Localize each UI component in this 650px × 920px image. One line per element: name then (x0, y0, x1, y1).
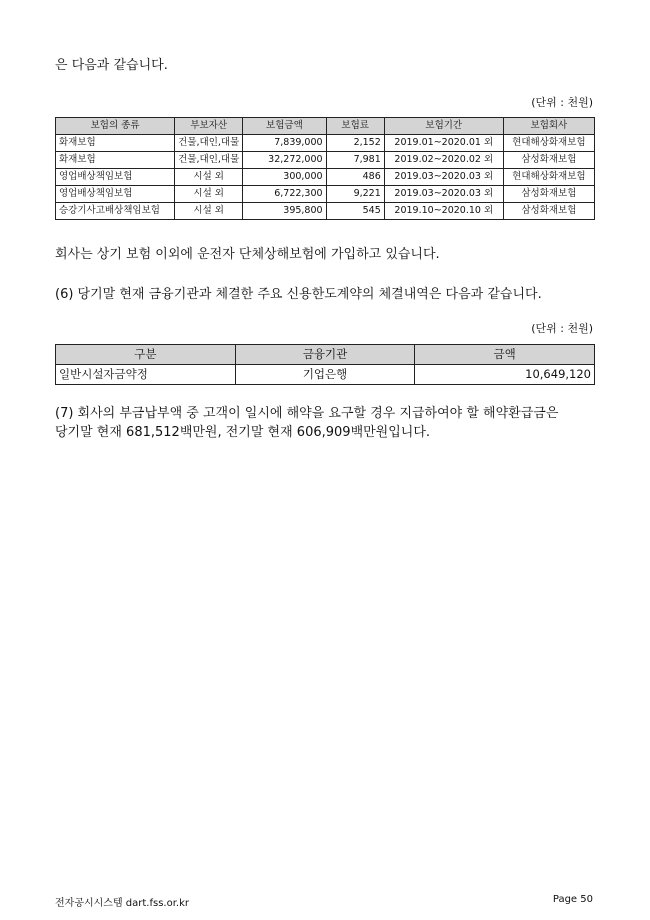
footer-page-number: Page 50 (552, 894, 593, 905)
unit-label-2: (단위 : 천원) (531, 322, 593, 335)
cell-premium: 7,981 (326, 152, 384, 169)
header-institution: 금융기관 (235, 345, 415, 365)
cell-asset: 건물,대인,대물 (175, 152, 243, 169)
header-period: 보험기간 (384, 118, 503, 135)
table-row (56, 365, 595, 385)
cell-period: 2019.03~2020.03 외 (384, 186, 503, 203)
header-insurance-type: 보험의 종류 (56, 118, 175, 135)
header-category: 구분 (56, 345, 236, 365)
header-premium: 보험료 (326, 118, 384, 135)
credit-header-row (56, 345, 595, 365)
cell-insurer: 현대해상화재보험 (503, 169, 594, 186)
cell-premium: 9,221 (326, 186, 384, 203)
cell-period: 2019.02~2020.02 외 (384, 152, 503, 169)
table-row (56, 186, 595, 203)
section-6-text: (6) 당기말 현재 금융기관과 체결한 주요 신용한도계약의 체결내역은 다음과 같습니다. (55, 287, 542, 302)
header-amount: 금액 (415, 345, 595, 365)
cell-amount: 32,272,000 (243, 152, 326, 169)
section-7-line1: (7) 회사의 부금납부액 중 고객이 일시에 해약을 요구할 경우 지급하여야 할 해약환급금은 (55, 406, 559, 421)
section-7-line2: 당기말 현재 681,512백만원, 전기말 현재 606,909백만원입니다. (55, 425, 431, 440)
cell-insurer: 현대해상화재보험 (503, 135, 594, 152)
cell-period: 2019.03~2020.03 외 (384, 169, 503, 186)
cell-asset: 건물,대인,대물 (175, 135, 243, 152)
cell-premium: 2,152 (326, 135, 384, 152)
insurance-table (55, 117, 595, 220)
intro-text: 은 다음과 같습니다. (55, 58, 168, 73)
cell-amount: 6,722,300 (243, 186, 326, 203)
cell-type: 영업배상책임보험 (56, 186, 175, 203)
header-insured-amount: 보험금액 (243, 118, 326, 135)
cell-amount: 395,800 (243, 203, 326, 220)
cell-asset: 시설 외 (175, 186, 243, 203)
cell-period: 2019.10~2020.10 외 (384, 203, 503, 220)
cell-insurer: 삼성화재보험 (503, 152, 594, 169)
cell-premium: 545 (326, 203, 384, 220)
cell-insurer: 삼성화재보험 (503, 203, 594, 220)
cell-period: 2019.01~2020.01 외 (384, 135, 503, 152)
insurance-header-row (56, 118, 595, 135)
cell-amount: 300,000 (243, 169, 326, 186)
footer-source: 전자공시시스템 dart.fss.or.kr (55, 898, 189, 909)
table-row (56, 203, 595, 220)
cell-insurer: 삼성화재보험 (503, 186, 594, 203)
insurance-note: 회사는 상기 보험 이외에 운전자 단체상해보험에 가입하고 있습니다. (55, 247, 440, 262)
cell-asset: 시설 외 (175, 203, 243, 220)
unit-label: (단위 : 천원) (531, 96, 593, 109)
cell-type: 화재보험 (56, 152, 175, 169)
table-row (56, 169, 595, 186)
cell-category: 일반시설자금약정 (56, 365, 236, 385)
cell-amount: 10,649,120 (415, 365, 595, 385)
credit-line-table (55, 344, 595, 385)
cell-type: 영업배상책임보험 (56, 169, 175, 186)
header-covered-asset: 부보자산 (175, 118, 243, 135)
table-row (56, 135, 595, 152)
cell-type: 화재보험 (56, 135, 175, 152)
cell-asset: 시설 외 (175, 169, 243, 186)
cell-amount: 7,839,000 (243, 135, 326, 152)
header-insurer: 보험회사 (503, 118, 594, 135)
cell-premium: 486 (326, 169, 384, 186)
cell-institution: 기업은행 (235, 365, 415, 385)
cell-type: 승강기사고배상책임보험 (56, 203, 175, 220)
table-row (56, 152, 595, 169)
